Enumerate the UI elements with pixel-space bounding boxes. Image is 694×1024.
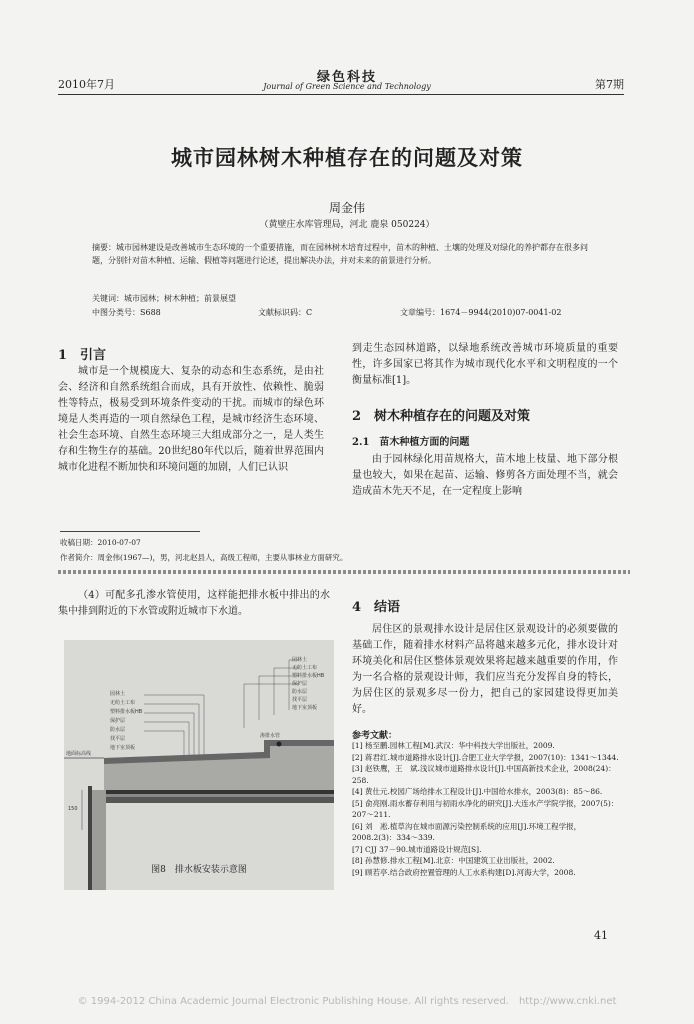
reference-item: [6] 刘 凇.植草沟在城市面源污染控制系统的应用[J].环境工程学报，2008.2(3)：334～339.	[352, 821, 582, 842]
fig-label-r4: 防水层	[292, 689, 308, 695]
fig-label-r2: 塑料排水板HB	[292, 673, 325, 679]
fig-label-r1: 无纺土工布	[292, 665, 318, 671]
fig-label-r0: 园林土	[292, 657, 308, 663]
figure-caption: 图8 排水板安装示意图	[151, 865, 247, 875]
drainage-note-text: （4）可配多孔渗水管使用，这样能把排水板中排出的水集中排到附近的下水管或附近城市下水道。	[58, 590, 330, 617]
fig-label-ground: 地面标高线	[66, 751, 92, 757]
document-code: 文献标识码：C	[258, 308, 313, 317]
section-1-text: 城市是一个规模庞大、复杂的动态和生态系统，是由社会、经济和自然系统组合而成，具有开放性、依赖性、脆弱性等特点，极易受到环境条件变动的干扰。而城市的绿色环境是人类再造的一项自然绿色工程，是城市经济生态环境、社会生态环境、自然生态环境三大组成部分之一，是人类生存和生物生存的基础。20世纪80年代以后，随着世界范围内城市化进程不断加快和环境问题的加剧，人们已认识	[58, 366, 324, 473]
article-title: 城市园林树木种植存在的问题及对策	[171, 146, 523, 170]
reference-item: [2] 蒋君红.城市道路排水设计[J].合肥工业大学学报，2007(10)：1341～1344.	[352, 752, 619, 762]
page-number: 41	[594, 929, 608, 942]
fig-label-l0: 园林土	[110, 691, 126, 697]
section-4-heading: 4 结语	[352, 600, 401, 615]
header-date: 2010年7月	[58, 78, 115, 91]
header-issue: 第7期	[595, 78, 624, 91]
article-number: 文章编号：1674－9944(2010)07-0041-02	[400, 308, 562, 317]
reference-item: [3] 赵铁鹰，王 斌.浅议城市道路排水设计[J].中国高新技术企业，2008(24)：258.	[352, 764, 616, 785]
received-date: 收稿日期：2010-07-07	[60, 538, 141, 547]
fig-label-l2: 塑料排水板HB	[110, 709, 143, 715]
author-bio: 作者简介：周金伟(1967—)，男，河北赵县人，高级工程师，主要从事林业方面研究。	[60, 553, 348, 562]
fig-label-r3: 保护层	[292, 681, 308, 687]
header-rule	[58, 94, 624, 95]
section-divider	[58, 570, 630, 574]
section-2-text: 由于园林绿化用苗规格大，苗木地上枝量、地下部分根量也较大，如果在起苗、运输、修剪各方面处理不当，就会造成苗木先天不足，在一定程度上影响	[352, 454, 618, 497]
reference-item: [1] 杨至鹏.园林工程[M].武汉：华中科技大学出版社，2009.	[352, 741, 555, 750]
section-2-heading: 2 树木种植存在的问题及对策	[352, 409, 531, 424]
copyright-footer: © 1994-2012 China Academic Journal Electronic Publishing House. All rights reserved. http://www.cnki.net	[77, 996, 617, 1007]
fig-label-r6: 地下室顶板	[292, 705, 318, 711]
fig-label-l3: 保护层	[110, 718, 126, 724]
subsection-2-1-heading: 2.1 苗木种植方面的问题	[352, 437, 470, 448]
fig-label-r5: 找平层	[292, 697, 308, 703]
fig-label-l4: 防水层	[110, 727, 126, 733]
journal-title-cn: 绿色科技	[316, 70, 377, 85]
reference-item: [7] CJJ 37－90.城市道路设计规范[S].	[352, 844, 482, 854]
keywords: 关键词：城市园林；树木种植；前景展望	[92, 294, 236, 303]
author-name: 周金伟	[328, 201, 365, 215]
footnote-rule	[60, 531, 200, 532]
section-4-text: 居住区的景观排水设计是居住区景观设计的必须要做的基础工作，随着排水材料产品将越来越多元化，排水设计对环境美化和居住区整体景观效果将起越来越重要的作用，作为一名合格的景观设计师，我们应当充分发挥自身的特长，为居住区的景观多尽一份力，把自己的家园建设得更加美好。	[352, 624, 618, 715]
references-list	[352, 740, 620, 878]
abstract: 摘要：城市园林建设是改善城市生态环境的一个重要措施，而在园林树木培育过程中，苗木的种植、土壤的处理及对绿化的养护都存在很多问题，分别针对苗木种植、运输、假植等问题进行论述，提出解决办法，并对未来的前景进行分析。	[92, 243, 588, 265]
author-affiliation: （黄壁庄水库管理局，河北 鹿泉 050224）	[259, 220, 435, 230]
fig-label-l6: 地下室顶板	[110, 745, 136, 751]
fig-label-l1: 无纺土工布	[110, 700, 136, 706]
right-column-continued-text: 到走生态园林道路，以绿地系统改善城市环境质量的重要性，许多国家已将其作为城市现代化水平和文明程度的一个衡量标准[1]。	[352, 343, 618, 386]
references-title: 参考文献：	[352, 731, 398, 741]
fig-dimension: 150	[68, 806, 78, 812]
reference-item: [5] 俞亮刚.雨水蓄存利用与初雨水净化的研究[J].大连水产学院学报，2007(5)：207～211.	[352, 798, 619, 819]
fig-label-pipe: 渗排水管	[260, 733, 281, 739]
figure-drainage-board	[64, 640, 334, 890]
reference-item: [8] 孙慧修.排水工程[M].北京：中国建筑工业出版社，2002.	[352, 856, 555, 865]
fig-label-l5: 找平层	[110, 736, 126, 742]
journal-title-en: Journal of Green Science and Technology	[263, 82, 431, 91]
reference-item: [9] 顾若亭.结合政府控置管理的人工水系构建[D].河海大学，2008.	[352, 867, 576, 877]
clc-number: 中图分类号：S688	[92, 308, 161, 317]
section-1-heading: 1 引言	[58, 348, 107, 363]
reference-item: [4] 黄仕元.校园广场给排水工程设计[J].中国给水排水，2003(8)：85～86.	[352, 787, 603, 796]
